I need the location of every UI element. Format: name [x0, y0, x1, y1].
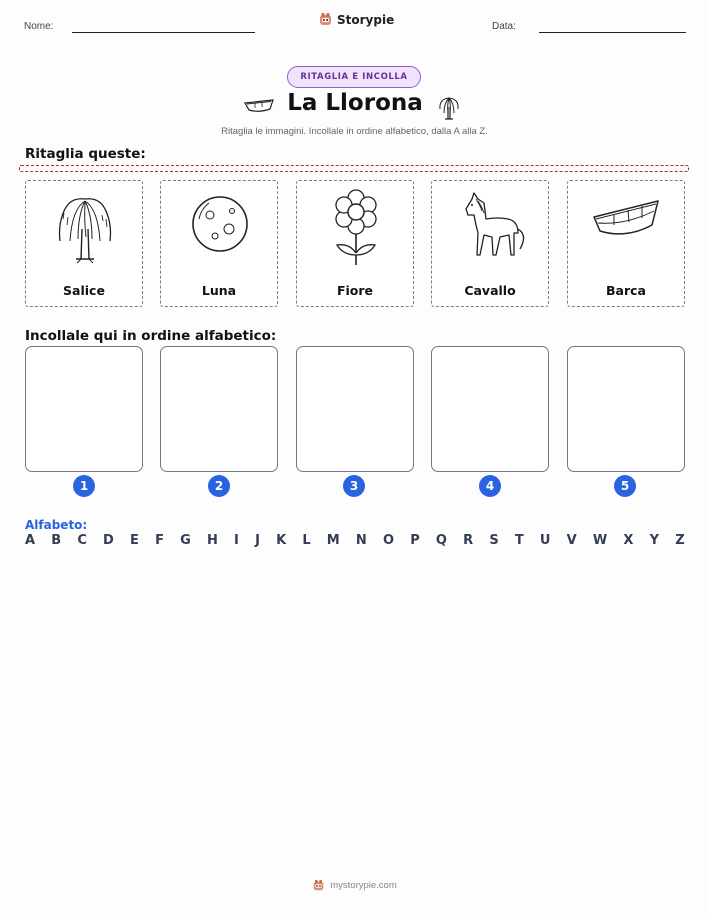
footer-link[interactable]: mystorypie.com	[330, 880, 397, 891]
instructions: Ritaglia le immagini. Incollale in ordine alfabetico, dalla A alla Z.	[221, 126, 488, 137]
alphabet-letter: I	[234, 533, 239, 548]
flower-icon	[321, 189, 391, 267]
cut-line	[19, 165, 689, 172]
cut-card-fiore[interactable]	[296, 180, 414, 307]
number-badge-5: 5	[614, 475, 636, 497]
alphabet-heading: Alfabeto:	[25, 518, 88, 532]
cut-card-luna[interactable]	[160, 180, 278, 307]
paste-box-4[interactable]	[431, 346, 549, 472]
alphabet-letter: Y	[649, 533, 660, 548]
storypie-mascot-icon	[312, 879, 325, 892]
date-label: Data:	[492, 21, 516, 32]
footer	[0, 879, 709, 892]
paste-box-3[interactable]	[296, 346, 414, 472]
name-field[interactable]	[72, 32, 255, 33]
alphabet-letter: N	[355, 533, 367, 548]
card-label: Fiore	[336, 283, 374, 298]
alphabet-letter: Z	[675, 533, 685, 548]
cut-card-salice[interactable]	[25, 180, 143, 307]
alphabet-letter: R	[463, 533, 474, 548]
card-label: Salice	[63, 283, 105, 298]
paste-box-1[interactable]	[25, 346, 143, 472]
alphabet-letter: C	[77, 533, 87, 548]
alphabet-letter: O	[382, 533, 395, 548]
moon-icon	[185, 189, 255, 267]
activity-badge: RITAGLIA E INCOLLA	[287, 66, 421, 88]
willow-tree-icon	[436, 93, 462, 121]
paste-section-heading: Incollale qui in ordine alfabetico:	[25, 328, 277, 344]
paste-box-5[interactable]	[567, 346, 685, 472]
alphabet-letter: X	[623, 533, 634, 548]
name-label: Nome:	[24, 21, 54, 32]
alphabet-letter: L	[302, 533, 311, 548]
alphabet-letter: F	[155, 533, 164, 548]
brand-name: Storypie	[337, 12, 395, 27]
alphabet-letter: W	[592, 533, 608, 548]
horse-icon	[456, 189, 526, 267]
alphabet-letter: J	[255, 533, 260, 548]
card-label: Luna	[201, 283, 237, 298]
alphabet-letter: H	[206, 533, 218, 548]
number-badge-4: 4	[479, 475, 501, 497]
alphabet-letter: T	[514, 533, 524, 548]
number-badge-2: 2	[208, 475, 230, 497]
brand-logo	[318, 12, 394, 27]
alphabet-letter: V	[566, 533, 577, 548]
alphabet-row	[25, 533, 685, 548]
alphabet-letter: K	[276, 533, 287, 548]
alphabet-letter: G	[180, 533, 191, 548]
storypie-mascot-icon	[318, 12, 333, 27]
number-badge-1: 1	[73, 475, 95, 497]
page-title: La Llorona	[287, 90, 423, 116]
paste-box-2[interactable]	[160, 346, 278, 472]
alphabet-letter: A	[25, 533, 36, 548]
cut-card-barca[interactable]	[567, 180, 685, 307]
alphabet-letter: E	[130, 533, 139, 548]
cut-section-heading: Ritaglia queste:	[25, 146, 146, 162]
willow-tree-icon	[50, 189, 120, 267]
alphabet-letter: Q	[435, 533, 447, 548]
alphabet-letter: U	[539, 533, 551, 548]
alphabet-letter: B	[51, 533, 62, 548]
card-label: Barca	[606, 283, 646, 298]
alphabet-letter: S	[489, 533, 499, 548]
card-label: Cavallo	[464, 283, 516, 298]
alphabet-letter: D	[103, 533, 114, 548]
alphabet-letter: M	[326, 533, 340, 548]
cut-card-cavallo[interactable]	[431, 180, 549, 307]
alphabet-letter: P	[410, 533, 420, 548]
rowboat-icon	[592, 189, 662, 267]
number-badge-3: 3	[343, 475, 365, 497]
date-field[interactable]	[539, 32, 686, 33]
